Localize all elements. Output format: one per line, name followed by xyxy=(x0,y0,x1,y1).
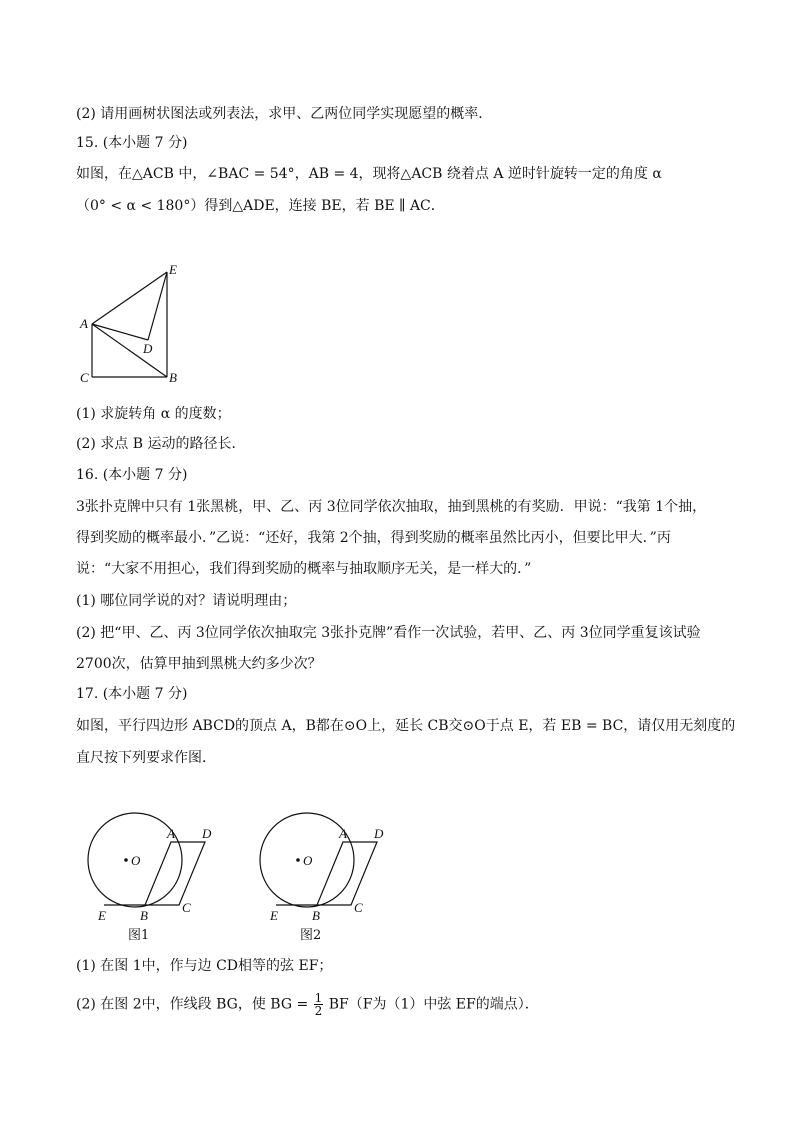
segment-ab xyxy=(92,324,167,377)
label-o: O xyxy=(303,853,313,868)
label-a: A xyxy=(339,826,347,841)
q15-header: 15. (本小题 7 分) xyxy=(76,135,188,151)
q17-figure-2 xyxy=(248,812,398,922)
q14-part2: (2) 请用画树状图法或列表法，求甲、乙两位同学实现愿望的概率． xyxy=(76,106,493,122)
label-d: D xyxy=(143,341,153,356)
label-b: B xyxy=(140,908,148,922)
q16-part2-a: (2) 把“甲、乙、丙 3位同学依次抽取完 3张扑克牌”看作一次试验，若甲、乙、丙 3位同学重复该试验 xyxy=(76,625,701,641)
q15-statement-2: （0° < α < 180°）得到△ADE，连接 BE，若 BE ∥ AC． xyxy=(76,198,445,214)
q15-statement-1: 如图，在△ACB 中，∠BAC = 54°，AB = 4，现将△ACB 绕着点 A 逆时针旋转一定的角度 α xyxy=(76,166,662,182)
parallelogram-abcd xyxy=(145,842,205,905)
label-c: C xyxy=(80,370,89,385)
label-o: O xyxy=(131,853,141,868)
q15-part2: (2) 求点 B 运动的路径长． xyxy=(76,436,246,452)
label-a: A xyxy=(167,826,175,841)
q17-statement-1: 如图，平行四边形 ABCD的顶点 A，B都在⊙O上，延长 CB交⊙O于点 E，若 EB = BC，请仅用无刻度的 xyxy=(76,718,736,734)
label-b: B xyxy=(169,370,177,385)
fraction-numerator: 1 xyxy=(314,991,323,1005)
q16-part1: (1) 哪位同学说的对？请说明理由； xyxy=(76,593,297,609)
label-d: D xyxy=(374,826,384,841)
q17-part1: (1) 在图 1中，作与边 CD相等的弦 EF； xyxy=(76,958,333,974)
label-b: B xyxy=(312,908,320,922)
q16-header: 16. (本小题 7 分) xyxy=(76,467,188,483)
segment-ae xyxy=(92,272,167,324)
segment-de xyxy=(148,272,167,340)
q16-statement-1: 3张扑克牌中只有 1张黑桃，甲、乙、丙 3位同学依次抽取，抽到黑桃的有奖励．甲说：“我第 1个抽， xyxy=(76,499,707,515)
label-d: D xyxy=(202,826,212,841)
q15-triangle-figure xyxy=(76,260,196,390)
segment-ad xyxy=(92,324,148,340)
q16-part2-b: 2700次，估算甲抽到黑桃大约多少次？ xyxy=(76,656,322,672)
center-dot xyxy=(296,858,300,862)
label-e: E xyxy=(169,262,177,277)
label-a: A xyxy=(80,316,88,331)
q17-part2-suffix: BF（F为（1）中弦 EF的端点）． xyxy=(328,996,539,1013)
figure-1-caption: 图1 xyxy=(128,928,150,943)
fraction-one-half xyxy=(314,992,324,1017)
label-e: E xyxy=(98,908,106,922)
parallelogram-abcd xyxy=(317,842,377,905)
figure-2-caption: 图2 xyxy=(300,928,322,943)
q16-statement-2: 得到奖励的概率最小．”乙说：“还好，我第 2个抽，得到奖励的概率虽然比丙小，但要比甲大．”丙 xyxy=(76,530,671,546)
q17-figure-1 xyxy=(76,812,226,922)
q17-statement-2: 直尺按下列要求作图． xyxy=(76,750,216,766)
q17-part2-prefix: (2) 在图 2中，作线段 BG，使 BG = xyxy=(76,996,309,1013)
label-c: C xyxy=(182,900,191,915)
label-e: E xyxy=(270,908,278,922)
q15-part1: (1) 求旋转角 α 的度数； xyxy=(76,406,231,422)
q17-part2 xyxy=(76,992,539,1017)
fraction-denominator: 2 xyxy=(314,1004,323,1018)
q16-statement-3: 说：“大家不用担心，我们得到奖励的概率与抽取顺序无关，是一样大的．” xyxy=(76,561,532,577)
q17-header: 17. (本小题 7 分) xyxy=(76,686,188,702)
center-dot xyxy=(124,858,128,862)
label-c: C xyxy=(354,900,363,915)
